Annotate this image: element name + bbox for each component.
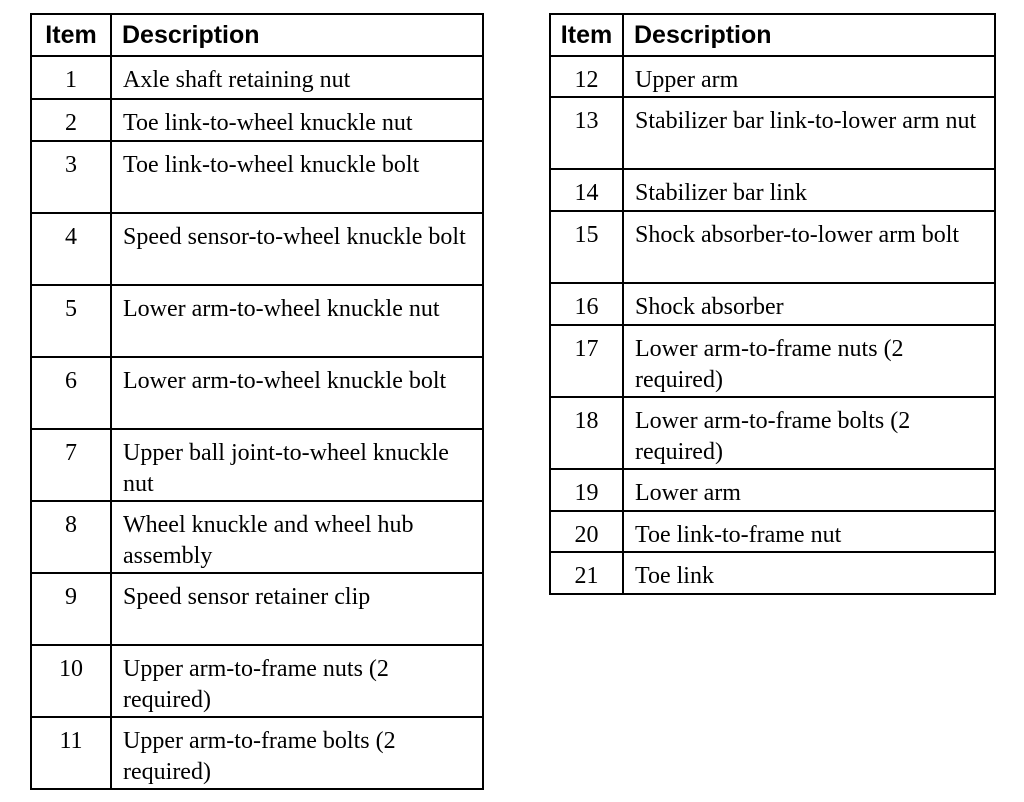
- item-description: Wheel knuckle and wheel hub assembly: [111, 501, 483, 573]
- table-row: [550, 552, 995, 594]
- table-header-row: [31, 14, 483, 56]
- item-number: 21: [550, 552, 623, 594]
- item-description: Upper arm: [623, 56, 995, 97]
- table-row: [31, 141, 483, 213]
- item-description: Toe link: [623, 552, 995, 594]
- item-number: 4: [31, 213, 111, 285]
- item-number: 5: [31, 285, 111, 357]
- item-number: 7: [31, 429, 111, 501]
- item-number: 13: [550, 97, 623, 169]
- item-description: Toe link-to-wheel knuckle bolt: [111, 141, 483, 213]
- table-row: [550, 469, 995, 511]
- table-row: [550, 169, 995, 211]
- item-number: 6: [31, 357, 111, 429]
- item-description: Lower arm-to-wheel knuckle nut: [111, 285, 483, 357]
- table-row: [31, 645, 483, 717]
- item-description: Stabilizer bar link-to-lower arm nut: [623, 97, 995, 169]
- table-row: [550, 511, 995, 552]
- item-number: 14: [550, 169, 623, 211]
- item-number: 9: [31, 573, 111, 645]
- item-description: Speed sensor-to-wheel knuckle bolt: [111, 213, 483, 285]
- item-description: Lower arm-to-wheel knuckle bolt: [111, 357, 483, 429]
- table-row: [31, 429, 483, 501]
- column-header-description: Description: [111, 14, 483, 56]
- table-header-row: [550, 14, 995, 56]
- table-row: [31, 357, 483, 429]
- item-description: Lower arm-to-frame bolts (2 required): [623, 397, 995, 469]
- item-number: 2: [31, 99, 111, 141]
- table-row: [31, 501, 483, 573]
- item-number: 3: [31, 141, 111, 213]
- item-description: Upper arm-to-frame bolts (2 required): [111, 717, 483, 789]
- table-row: [31, 717, 483, 789]
- item-number: 15: [550, 211, 623, 283]
- item-description: Axle shaft retaining nut: [111, 56, 483, 99]
- item-number: 20: [550, 511, 623, 552]
- item-number: 17: [550, 325, 623, 397]
- table-row: [550, 283, 995, 325]
- item-description: Toe link-to-wheel knuckle nut: [111, 99, 483, 141]
- item-description: Lower arm-to-frame nuts (2 required): [623, 325, 995, 397]
- item-number: 16: [550, 283, 623, 325]
- table-row: [550, 56, 995, 97]
- item-number: 19: [550, 469, 623, 511]
- column-header-description: Description: [623, 14, 995, 56]
- table-row: [550, 97, 995, 169]
- item-number: 1: [31, 56, 111, 99]
- table-row: [550, 325, 995, 397]
- table-row: [31, 56, 483, 99]
- item-description: Shock absorber-to-lower arm bolt: [623, 211, 995, 283]
- table-row: [31, 285, 483, 357]
- item-description: Stabilizer bar link: [623, 169, 995, 211]
- table-row: [31, 573, 483, 645]
- item-number: 10: [31, 645, 111, 717]
- table-row: [31, 213, 483, 285]
- item-description: Toe link-to-frame nut: [623, 511, 995, 552]
- item-number: 12: [550, 56, 623, 97]
- item-description: Upper arm-to-frame nuts (2 required): [111, 645, 483, 717]
- item-description: Lower arm: [623, 469, 995, 511]
- column-header-item: Item: [31, 14, 111, 56]
- item-description: Shock absorber: [623, 283, 995, 325]
- item-number: 18: [550, 397, 623, 469]
- parts-table-right: [549, 13, 996, 595]
- item-description: Speed sensor retainer clip: [111, 573, 483, 645]
- table-row: [31, 99, 483, 141]
- item-number: 11: [31, 717, 111, 789]
- item-description: Upper ball joint-to-wheel knuckle nut: [111, 429, 483, 501]
- item-number: 8: [31, 501, 111, 573]
- table-row: [550, 211, 995, 283]
- table-row: [550, 397, 995, 469]
- parts-table-left: [30, 13, 484, 790]
- column-header-item: Item: [550, 14, 623, 56]
